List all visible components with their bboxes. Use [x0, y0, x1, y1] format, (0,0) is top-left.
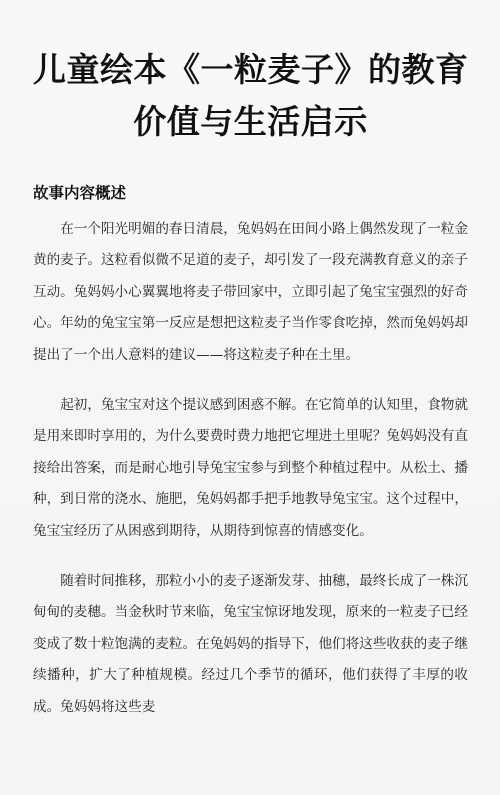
paragraph-2: 起初，兔宝宝对这个提议感到困惑不解。在它简单的认知里，食物就是用来即时享用的，为什么要费时费力地把它埋进土里呢？兔妈妈没有直接给出答案，而是耐心地引导兔宝宝参与到整个种植过程中。从松土、播种，到日常的浇水、施肥，兔妈妈都手把手地教导兔宝宝。这个过程中，兔宝宝经历了从困惑到期待，从期待到惊喜的情感变化。	[33, 397, 468, 539]
section-heading: 故事内容概述	[33, 184, 127, 202]
title-line-2: 价值与生活启示	[133, 102, 368, 141]
paragraph-3: 随着时间推移，那粒小小的麦子逐渐发芽、抽穗，最终长成了一株沉甸甸的麦穗。当金秋时节来临，兔宝宝惊讶地发现，原来的一粒麦子已经变成了数十粒饱满的麦粒。在兔妈妈的指导下，他们将这些收获的麦子继续播种，扩大了种植规模。经过几个季节的循环，他们获得了丰厚的收成。兔妈妈将这些麦	[33, 573, 468, 715]
title-line-1: 儿童绘本《一粒麦子》的教育	[33, 50, 469, 89]
body-text	[33, 214, 468, 723]
paragraph-1: 在一个阳光明媚的春日清晨，兔妈妈在田间小路上偶然发现了一粒金黄的麦子。这粒看似微不足道的麦子，却引发了一段充满教育意义的亲子互动。兔妈妈小心翼翼地将麦子带回家中，立即引起了兔宝宝强烈的好奇心。年幼的兔宝宝第一反应是想把这粒麦子当作零食吃掉，然而兔妈妈却提出了一个出人意料的建议——将这粒麦子种在土里。	[33, 221, 468, 363]
document-title	[33, 0, 468, 148]
